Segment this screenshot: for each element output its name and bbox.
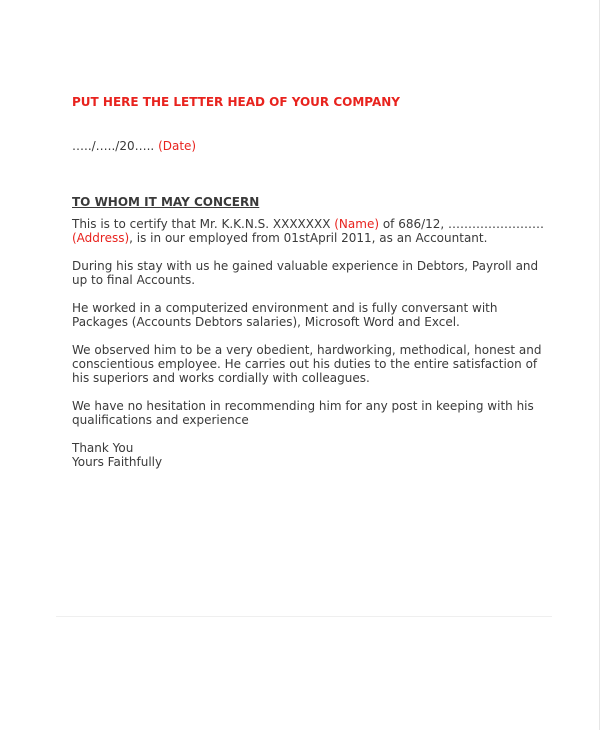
letter-body [72,95,557,469]
paragraph-line: qualifications and experience [72,413,249,427]
subject-heading: TO WHOM IT MAY CONCERN [72,195,260,209]
paragraph-line: During his stay with us he gained valuable experience in Debtors, Payroll and [72,259,539,273]
address-placeholder: (Address) [72,231,130,245]
closing-thanks: Thank You [72,441,134,455]
observed-paragraph [72,343,557,385]
closing-block [72,441,557,469]
date-placeholder: (Date) [158,139,197,153]
stay-paragraph [72,259,557,287]
footer-divider [56,616,552,617]
date-dots: …../…../20….. [72,139,159,153]
paragraph-line: conscientious employee. He carries out his duties to the entire satisfaction of [72,357,538,371]
certify-text: This is to certify that Mr. K.K.N.S. XXXXXXX [72,217,335,231]
date-line [72,139,557,153]
recommend-paragraph [72,399,557,427]
paragraph-line: up to final Accounts. [72,273,196,287]
certify-line-1 [72,217,557,231]
employment-text: , is in our employed from 01stApril 2011, as an Accountant. [129,231,488,245]
letterhead-placeholder: PUT HERE THE LETTER HEAD OF YOUR COMPANY [72,95,400,109]
paragraph-line: He worked in a computerized environment and is fully conversant with [72,301,498,315]
certify-line-2 [72,231,557,245]
closing-signoff: Yours Faithfully [72,455,163,469]
paragraph-line: We observed him to be a very obedient, hardworking, methodical, honest and [72,343,542,357]
certify-paragraph [72,217,557,245]
name-placeholder: (Name) [334,217,380,231]
paragraph-line: We have no hesitation in recommending him for any post in keeping with his [72,399,534,413]
certify-address-dots: of 686/12, …………………… [379,217,545,231]
environment-paragraph [72,301,557,329]
paragraph-line: his superiors and works cordially with colleagues. [72,371,370,385]
paragraph-line: Packages (Accounts Debtors salaries), Microsoft Word and Excel. [72,315,460,329]
